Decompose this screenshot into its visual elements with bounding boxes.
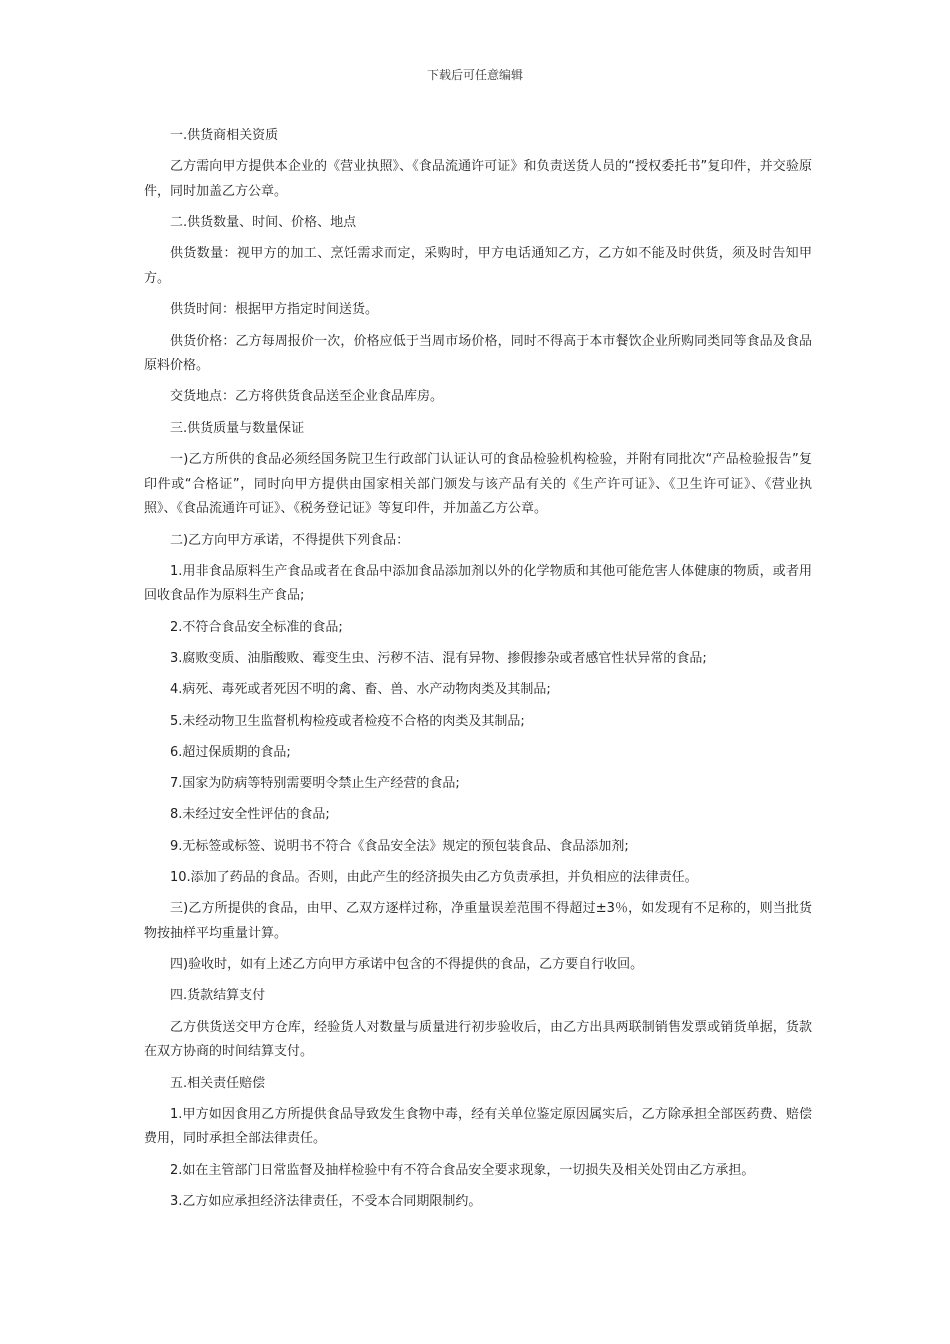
paragraph: 供货时间：根据甲方指定时间送货。	[170, 302, 379, 318]
section-heading-supply: 二.供货数量、时间、价格、地点	[170, 215, 357, 231]
section-heading-qualification: 一.供货商相关资质	[170, 128, 279, 143]
paragraph: 供货数量：视甲方的加工、烹饪需求而定，采购时，甲方电话通知乙方，乙方如不能及时供货，须及时告知甲方。	[144, 246, 812, 287]
document-body	[144, 124, 812, 1221]
list-item: 4.病死、毒死或者死因不明的禽、畜、兽、水产动物肉类及其制品;	[170, 682, 551, 698]
paragraph: 四)验收时，如有上述乙方向甲方承诺中包含的不得提供的食品，乙方要自行收回。	[170, 957, 644, 973]
page-header: 下载后可任意编辑	[426, 68, 523, 82]
list-item: 7.国家为防病等特别需要明令禁止生产经营的食品;	[170, 776, 460, 792]
section-heading-liability: 五.相关责任赔偿	[170, 1075, 266, 1091]
paragraph: 交货地点：乙方将供货食品送至企业食品库房。	[170, 389, 444, 405]
paragraph: 一)乙方所供的食品必须经国务院卫生行政部门认证认可的食品检验机构检验，并附有同批次“产品检验报告”复印件或“合格证”，同时向甲方提供由国家相关部门颁发与该产品有关的《生产许可证》、《卫生许可证》、《营业执照》、《食品流通许可证》、《税务登记证》等复印件，并加盖乙方公章。	[144, 452, 812, 517]
paragraph: 乙方供货送交甲方仓库，经验货人对数量与质量进行初步验收后，由乙方出具两联制销售发票或销货单据，货款在双方协商的时间结算支付。	[144, 1019, 812, 1060]
list-item: 3.腐败变质、油脂酸败、霉变生虫、污秽不洁、混有异物、掺假掺杂或者感官性状异常的食品;	[170, 650, 707, 666]
paragraph: 二)乙方向甲方承诺，不得提供下列食品：	[170, 532, 410, 548]
paragraph: 供货价格：乙方每周报价一次，价格应低于当周市场价格，同时不得高于本市餐饮企业所购同类同等食品及食品原料价格。	[144, 333, 812, 374]
list-item: 3.乙方如应承担经济法律责任，不受本合同期限制约。	[170, 1193, 482, 1209]
list-item: 10.添加了药品的食品。否则，由此产生的经济损失由乙方负责承担，并负相应的法律责任。	[170, 869, 698, 885]
section-heading-quality: 三.供货质量与数量保证	[170, 420, 305, 436]
list-item: 2.如在主管部门日常监督及抽样检验中有不符合食品安全要求现象，一切损失及相关处罚由乙方承担。	[170, 1162, 755, 1178]
list-item: 6.超过保质期的食品;	[170, 744, 291, 760]
list-item: 2.不符合食品安全标准的食品;	[170, 619, 343, 635]
list-item: 9.无标签或标签、说明书不符合《食品安全法》规定的预包装食品、食品添加剂;	[170, 838, 629, 854]
list-item: 1.用非食品原料生产食品或者在食品中添加食品添加剂以外的化学物质和其他可能危害人体健康的物质，或者用回收食品作为原料生产食品;	[144, 563, 812, 604]
paragraph: 三)乙方所提供的食品，由甲、乙双方逐样过称，净重量误差范围不得超过±3％，如发现有不足称的，则当批货物按抽样平均重量计算。	[144, 901, 812, 941]
section-heading-payment: 四.货款结算支付	[170, 988, 266, 1004]
list-item: 1.甲方如因食用乙方所提供食品导致发生食物中毒，经有关单位鉴定原因属实后，乙方除承担全部医药费、赔偿费用，同时承担全部法律责任。	[144, 1106, 812, 1147]
list-item: 5.未经动物卫生监督机构检疫或者检疫不合格的肉类及其制品;	[170, 713, 525, 729]
list-item: 8.未经过安全性评估的食品;	[170, 807, 330, 823]
paragraph: 乙方需向甲方提供本企业的《营业执照》、《食品流通许可证》和负责送货人员的“授权委托书”复印件，并交验原件，同时加盖乙方公章。	[144, 159, 812, 199]
